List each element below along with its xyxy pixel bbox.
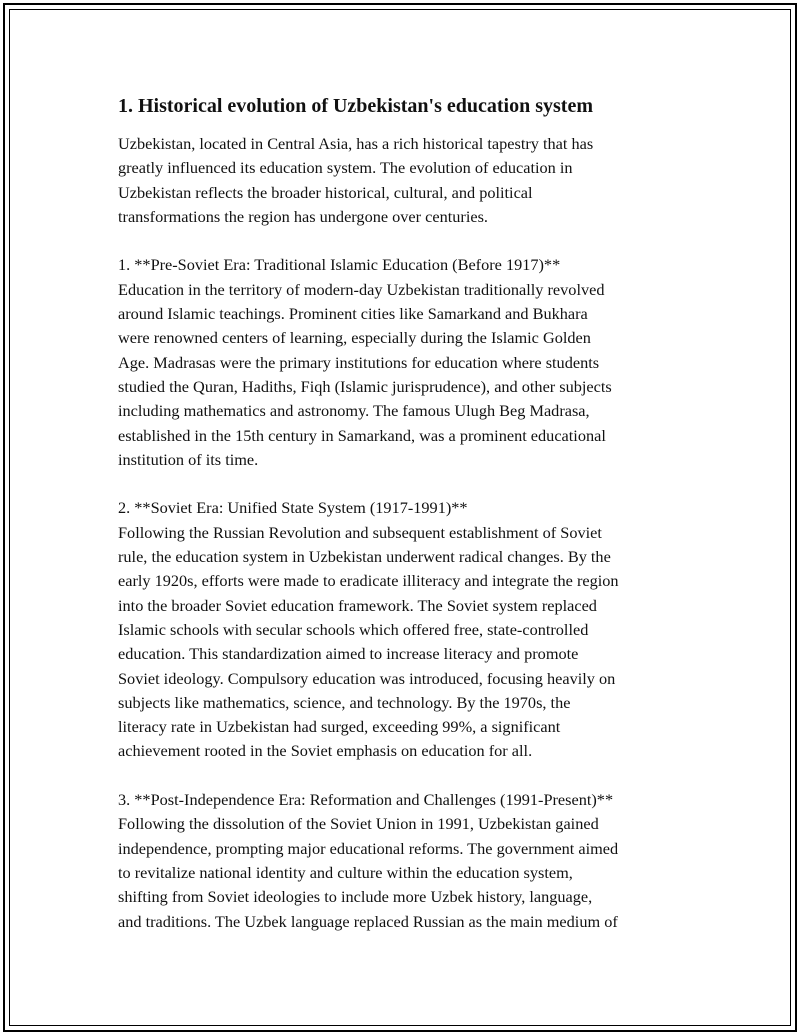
paragraph-line: early 1920s, efforts were made to eradicate illiteracy and integrate the region: [118, 571, 619, 591]
document-title: 1. Historical evolution of Uzbekistan's education system: [118, 95, 593, 117]
paragraph-line: to revitalize national identity and culture within the education system,: [118, 862, 573, 882]
paragraph-line: and traditions. The Uzbek language replaced Russian as the main medium of: [118, 911, 618, 931]
section-paragraph-2: [118, 496, 718, 763]
document-page: [118, 94, 718, 934]
paragraph-line: Islamic schools with secular schools which offered free, state-controlled: [118, 619, 589, 639]
paragraph-line: Following the Russian Revolution and subsequent establishment of Soviet: [118, 522, 602, 542]
paragraph-line: 3. **Post-Independence Era: Reformation and Challenges (1991-Present)**: [118, 790, 614, 810]
paragraph-line: Uzbekistan, located in Central Asia, has a rich historical tapestry that has: [118, 134, 594, 153]
paragraph-line: education. This standardization aimed to increase literacy and promote: [118, 644, 579, 664]
intro-paragraph: [118, 132, 718, 229]
paragraph-line: studied the Quran, Hadiths, Fiqh (Islamic jurisprudence), and other subjects: [118, 376, 612, 396]
paragraph-line: established in the 15th century in Samarkand, was a prominent educational: [118, 425, 606, 445]
paragraph-line: independence, prompting major educational reforms. The government aimed: [118, 838, 619, 858]
paragraph-line: into the broader Soviet education framework. The Soviet system replaced: [118, 595, 597, 615]
section-paragraph-3: [118, 788, 718, 934]
paragraph-line: greatly influenced its education system. The evolution of education in: [118, 158, 573, 178]
paragraph-line: including mathematics and astronomy. The famous Ulugh Beg Madrasa,: [118, 401, 590, 421]
paragraph-line: Uzbekistan reflects the broader historical, cultural, and political: [118, 182, 533, 202]
paragraph-line: institution of its time.: [118, 449, 259, 469]
paragraph-line: Age. Madrasas were the primary institutions for education where students: [118, 352, 600, 372]
paragraph-line: rule, the education system in Uzbekistan underwent radical changes. By the: [118, 547, 611, 567]
paragraph-line: Following the dissolution of the Soviet Union in 1991, Uzbekistan gained: [118, 814, 599, 834]
document-body: [118, 132, 718, 934]
paragraph-line: shifting from Soviet ideologies to include more Uzbek history, language,: [118, 887, 593, 907]
paragraph-line: around Islamic teachings. Prominent cities like Samarkand and Bukhara: [118, 304, 588, 324]
paragraph-line: were renowned centers of learning, especially during the Islamic Golden: [118, 328, 591, 348]
paragraph-line: subjects like mathematics, science, and technology. By the 1970s, the: [118, 692, 571, 712]
paragraph-line: 2. **Soviet Era: Unified State System (1917-1991)**: [118, 498, 468, 518]
paragraph-line: Soviet ideology. Compulsory education was introduced, focusing heavily on: [118, 668, 616, 688]
section-paragraph-1: [118, 253, 718, 472]
paragraph-line: achievement rooted in the Soviet emphasis on education for all.: [118, 741, 533, 761]
paragraph-line: 1. **Pre-Soviet Era: Traditional Islamic Education (Before 1917)**: [118, 255, 561, 275]
paragraph-line: transformations the region has undergone over centuries.: [118, 206, 488, 226]
paragraph-line: Education in the territory of modern-day Uzbekistan traditionally revolved: [118, 279, 605, 299]
paragraph-line: literacy rate in Uzbekistan had surged, exceeding 99%, a significant: [118, 717, 561, 737]
